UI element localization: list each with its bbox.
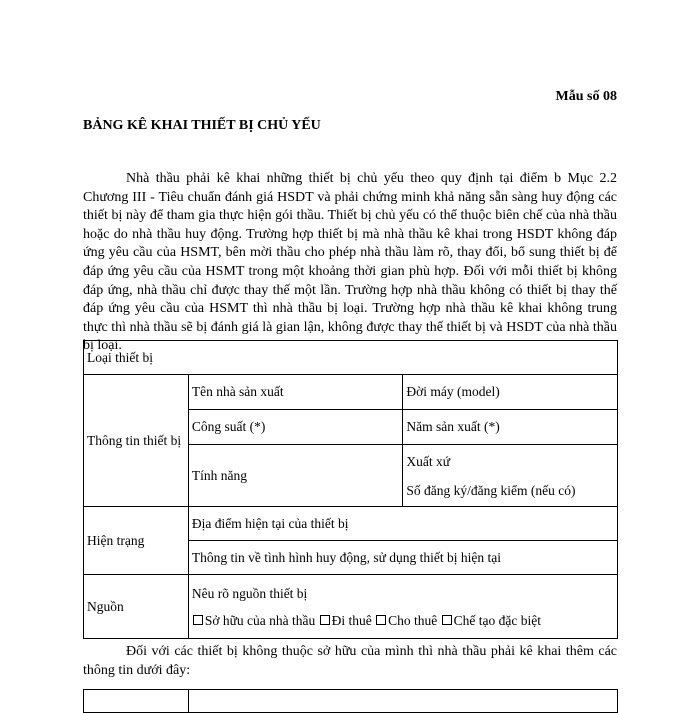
equipment-type-cell: Loại thiết bị — [84, 341, 618, 375]
origin-label: Xuất xứ — [406, 453, 451, 469]
features-cell: Tính năng — [188, 445, 403, 507]
location-cell: Địa điểm hiện tại của thiết bị — [188, 507, 617, 541]
second-table-top — [83, 689, 618, 713]
model-cell: Đời máy (model) — [403, 375, 618, 410]
info-label-cell: Thông tin thiết bị — [84, 375, 189, 507]
source-option-owned[interactable]: Sở hữu của nhà thầu — [192, 613, 315, 628]
manufacturer-cell: Tên nhà sản xuất — [188, 375, 403, 410]
form-number: Mẫu số 08 — [555, 89, 617, 104]
source-option-rent-out[interactable]: Cho thuê — [375, 613, 437, 628]
checkbox-icon[interactable] — [442, 615, 452, 625]
status-label-cell: Hiện trạng — [84, 507, 189, 575]
source-options — [192, 607, 614, 634]
registration-label: Số đăng ký/đăng kiểm (nếu có) — [406, 482, 576, 498]
equipment-table — [83, 340, 618, 639]
capacity-cell: Công suất (*) — [188, 410, 403, 445]
year-cell: Năm sản xuất (*) — [403, 410, 618, 445]
origin-registration-cell — [403, 445, 618, 507]
checkbox-icon[interactable] — [376, 615, 386, 625]
page-title: BẢNG KÊ KHAI THIẾT BỊ CHỦ YẾU — [83, 118, 321, 133]
checkbox-icon[interactable] — [193, 615, 203, 625]
source-option-custom-built[interactable]: Chế tạo đặc biệt — [441, 613, 541, 628]
source-prompt: Nêu rõ nguồn thiết bị — [191, 585, 308, 601]
source-label-cell: Nguồn — [84, 575, 189, 639]
intro-paragraph: Nhà thầu phải kê khai những thiết bị chủ yếu theo quy định tại điểm b Mục 2.2 Chương III - Tiêu chuẩn đánh giá HSDT và phải chứng minh khả năng sẵn sàng huy động các thiết bị này để tham gia thực hiện gói thầu. Thiết bị chủ yếu có thể thuộc biên chế của nhà thầu hoặc do nhà thầu huy động. Trường hợp thiết bị mà nhà thầu kê khai trong HSDT không đáp ứng yêu cầu của HSMT, bên mời thầu cho phép nhà thầu làm rõ, thay đổi, bổ sung thiết bị để đáp ứng yêu cầu của HSMT trong một khoảng thời gian phù hợp. Đối với mỗi thiết bị không đáp ứng, nhà thầu chỉ được thay thế một lần. Trường hợp nhà thầu không có thiết bị thay thế đáp ứng yêu cầu của HSMT thì nhà thầu bị loại. Trường hợp nhà thầu kê khai không trung thực thì nhà thầu sẽ bị đánh giá là gian lận, không được thay thế thiết bị và HSDT của nhà thầu bị loại. — [83, 171, 617, 354]
outro-paragraph: Đối với các thiết bị không thuộc sở hữu của mình thì nhà thầu phải kê khai thêm các thông tin dưới đây: — [83, 644, 617, 678]
source-options-cell — [188, 575, 617, 639]
checkbox-icon[interactable] — [320, 615, 330, 625]
source-option-rent-in[interactable]: Đi thuê — [319, 613, 372, 628]
usage-cell: Thông tin về tình hình huy động, sử dụng thiết bị hiện tại — [188, 541, 617, 575]
